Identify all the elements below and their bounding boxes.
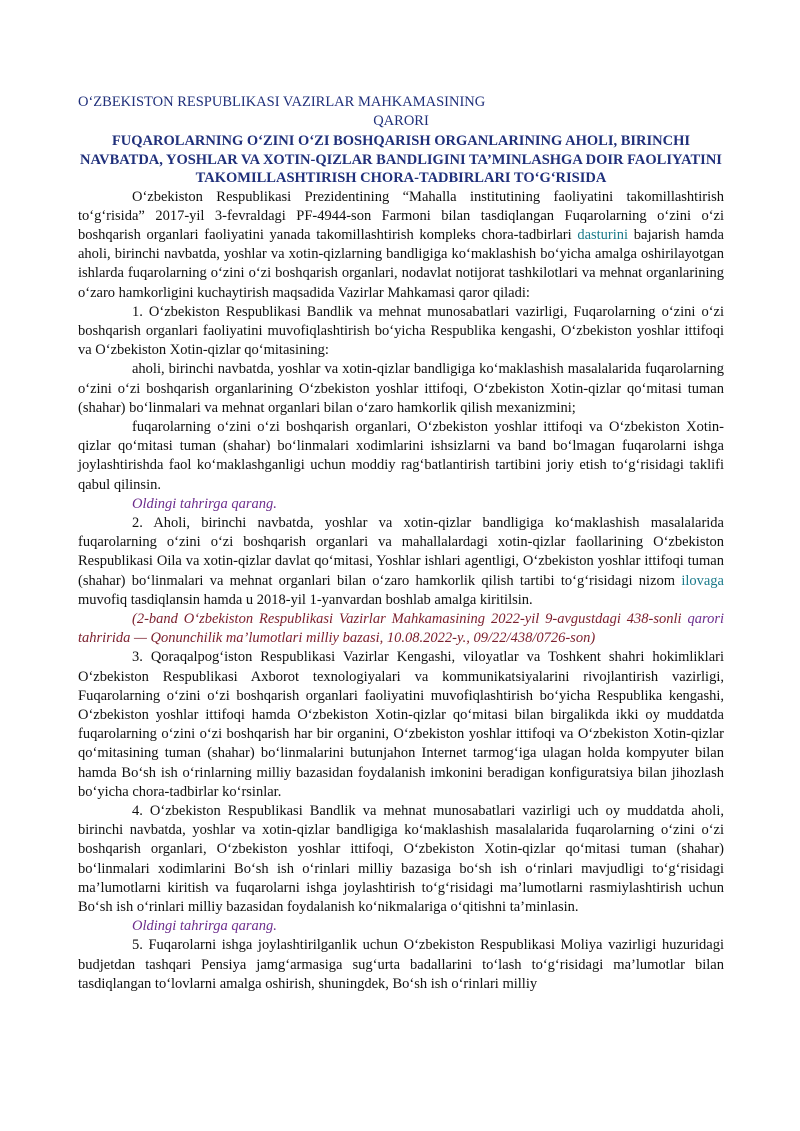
qarori-link[interactable]: qarori <box>687 610 724 627</box>
item-1-paragraph: 1. O‘zbekiston Respublikasi Bandlik va mehnat munosabatlari vazirligi, Fuqarolarning o‘zini o‘zi boshqarish organlari faoliyatini muvofiqlashtirish bo‘yicha Respublika kengashi, O‘zbekiston yoshlar ittifoqi va O‘zbekiston Xotin-qizlar qo‘mitasining: <box>78 303 724 359</box>
header-line-2: QARORI <box>373 113 429 129</box>
item-1-sub-1: aholi, birinchi navbatda, yoshlar va xotin-qizlar bandligiga ko‘maklashish masalalarida fuqarolarning o‘zini o‘zi boshqarish organlarining O‘zbekiston yoshlar ittifoqi, O‘zbekiston Xotin-qizlar qo‘mitasi tuman (shahar) bo‘linmalari va mehnat organlari bilan o‘zaro hamkorlik qilish mexanizmini; <box>78 361 724 416</box>
document-title: FUQAROLARNING O‘ZINI O‘ZI BOSHQARISH ORGANLARINING AHOLI, BIRINCHI NAVBATDA, YOSHLAR VA XOTIN-QIZLAR BANDLIGINI TA’MINLASHGA DOIR FAOLIYATINI TAKOMILLASHTIRISH CHORA-TADBIRLARI TO‘G‘RISIDA <box>80 133 722 186</box>
item-4-paragraph: 4. O‘zbekiston Respublikasi Bandlik va mehnat munosabatlari vazirligi uch oy muddatda aholi, birinchi navbatda, yoshlar va xotin-qizlar bandligiga ko‘maklashish masalalarida fuqarolarning o‘zini o‘zi boshqarish organlari, O‘zbekiston yoshlar ittifoqi, O‘zbekiston Xotin-qizlar qo‘mitasi tuman (shahar) bo‘linmalari xodimlarini Bo‘sh ish o‘rinlari milliy bazasiga bo‘sh ish o‘rinlari mavjudligi to‘g‘risidagi ma’lumotlarni kiritish va fuqarolarni ishga joylashtirish to‘g‘risidagi ma’lumotlarni rasmiylashtirish uchun Bo‘sh ish o‘rinlari milliy bazasidan foydalanish ko‘nikmalariga o‘qitishni ta’minlasin. <box>78 803 724 916</box>
amendment-text-b: tahririda — Qonunchilik ma’lumotlari milliy bazasi, 10.08.2022-y., 09/22/438/0726-son) <box>78 630 596 647</box>
intro-paragraph <box>78 188 724 303</box>
intro-text-b: bajarish hamda aholi, birinchi navbatda, yoshlar va xotin-qizlarning bandligiga ko‘maklashish bo‘yicha amalga oshirilayotgan ishlarda fuqarolarning o‘zini o‘zi boshqarish organlari, nodavlat notijorat tashkilotlari va mehnat organlarining o‘zaro hamkorligini kuchaytirish maqsadida Vazirlar Mahkamasi qaror qiladi: <box>78 226 724 301</box>
intro-text-a: O‘zbekiston Respublikasi Prezidentining “Mahalla institutining faoliyatini takomillashtirish to‘g‘risida” 2017-yil 3-fevraldagi PF-4944-son Farmoni bilan tasdiqlangan Fuqarolarning o‘zini o‘zi boshqarish organlari faoliyatini yanada takomillashtirish kompleks chora-tadbirlari <box>78 188 724 243</box>
item-5-paragraph: 5. Fuqarolarni ishga joylashtirilganlik uchun O‘zbekiston Respublikasi Moliya vazirligi huzuridagi budjetdan tashqari Pensiya jamg‘armasiga sug‘urta badallarini to‘lash to‘g‘risidagi ma’lumotlar bilan tasdiqlangan to‘lovlarni amalga oshirish, shuningdek, Bo‘sh ish o‘rinlari milliy <box>78 937 724 992</box>
item-2-paragraph <box>78 514 724 610</box>
item-3-paragraph: 3. Qoraqalpog‘iston Respublikasi Vazirlar Kengashi, viloyatlar va Toshkent shahri hokimliklari O‘zbekiston Respublikasi Axborot texnologiyalari va kommunikatsiyalarini rivojlantirish vazirligi, Fuqarolarning o‘zini o‘zi boshqarish organlari faoliyatini muvofiqlashtirish bo‘yicha Respublika kengashi, O‘zbekiston yoshlar ittifoqi hamda O‘zbekiston Xotin-qizlar qo‘mitasi bilan birgalikda ikki oy muddatda fuqarolarning o‘zini o‘zi boshqarish har bir organini, O‘zbekiston yoshlar ittifoqi va O‘zbekiston Xotin-qizlar qo‘mitasining tuman (shahar) bo‘linmalarini butunjahon Internet tarmog‘iga ulagan holda kompyuter bilan hamda Bo‘sh ish o‘rinlarning milliy bazasidan foydalanish imkonini beradigan konfiguratsiya bilan jihozlash bo‘yicha chora-tadbirlar ko‘rsinlar. <box>78 649 724 800</box>
document-page <box>78 93 724 994</box>
ilovaga-link[interactable]: ilovaga <box>681 572 724 589</box>
dasturini-link[interactable]: dasturini <box>577 226 629 243</box>
item-2-text-b: muvofiq tasdiqlansin hamda u 2018-yil 1-yanvardan boshlab amalga kiritilsin. <box>78 591 533 608</box>
item-2-text-a: 2. Aholi, birinchi navbatda, yoshlar va xotin-qizlar bandligiga ko‘maklashish masalalarida fuqarolarning o‘zini o‘zi boshqarish organlari va mahallalardagi xotin-qizlar faollarining O‘zbekiston Respublikasi Oila va xotin-qizlar davlat qo‘mitasi, Yoshlar ishlari agentligi, O‘zbekiston yoshlar ittifoqi tuman (shahar) bo‘linmalari va mehnat organlari bilan o‘zaro hamkorlik qilish tartibi to‘g‘risidagi nizom <box>78 514 724 589</box>
amendment-text-a: (2-band O‘zbekiston Respublikasi Vazirlar Mahkamasining 2022-yil 9-avgustdagi 438-sonli <box>132 610 688 627</box>
item-2-amendment-note <box>78 610 724 648</box>
previous-edition-link-1[interactable]: Oldingi tahrirga qarang. <box>132 495 277 512</box>
previous-edition-link-2[interactable]: Oldingi tahrirga qarang. <box>132 918 277 935</box>
header-line-1: O‘ZBEKISTON RESPUBLIKASI VAZIRLAR MAHKAMASINING <box>78 94 486 110</box>
item-1-sub-2: fuqarolarning o‘zini o‘zi boshqarish organlari, O‘zbekiston yoshlar ittifoqi va O‘zbekiston Xotin-qizlar qo‘mitasi tuman (shahar) bo‘linmalari xodimlarini ishsizlarni va band bo‘lmagan fuqarolarni ishga joylashtirishda faol ko‘maklashganligi uchun moddiy rag‘batlantirish tartibini joriy etish to‘g‘risidagi taklifi qabul qilinsin. <box>78 418 724 493</box>
